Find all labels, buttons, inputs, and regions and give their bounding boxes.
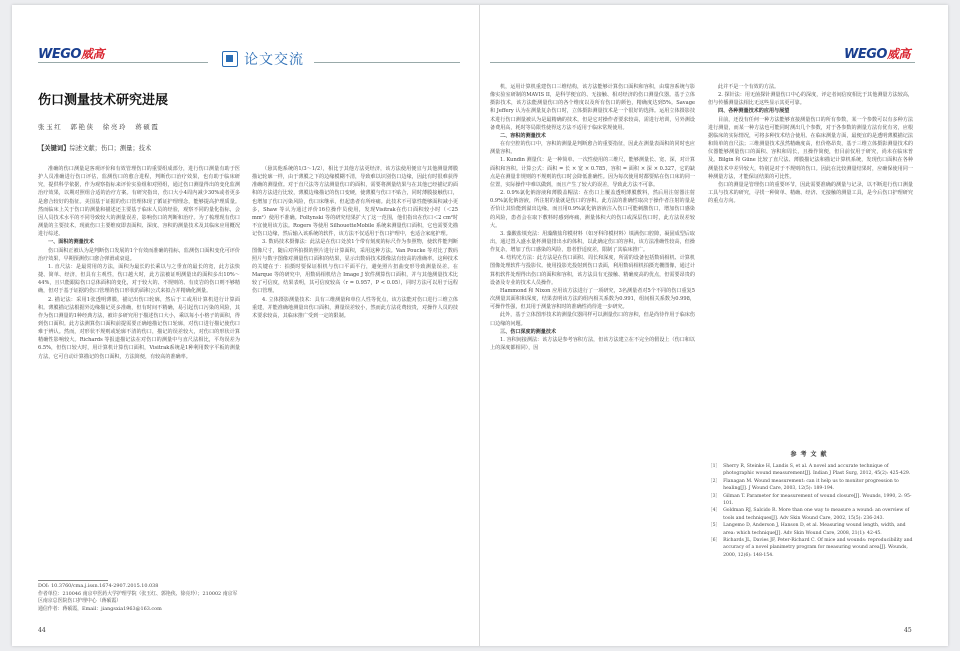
- body-column: [708, 83, 913, 439]
- wego-logo: WEGO威高: [844, 47, 910, 62]
- reference-text: Richards JL, Davies JF, Peter-Richard C. Of mice and wounds: reproducibility and accuracy of a novel planimetry program for measuring wound area[J]. Wounds, 2000, 12(6): 148-154.: [723, 538, 913, 558]
- paragraph: 2. 描记法：采用1张透明薄膜，描记出伤口轮廓，然后于工或用计算机进行计算面积。薄膜描记法根据外边缘描记更多准确，但有时间不精确，易引起伤口污染的风险，其作为伤口测量的1种经典方法，被许多研究用于描述伤口大小，乘以每小小格子的面积，得到伤口面积。此方法测算伤口面积前提需要正确地描记伤口轮廓，对伤口进行描记使伤口难于辨认。然而，对形状不规则或轮廓不清的伤口，描记的误差较大，对伤口的形状计算精确性影响较大。Richards 等报道描记法在对伤口的测量中与直尺法相比，平均误差为6.5%，但伤口较大时，用计算机计算伤口面积，Visitrak系统是1种利用数字平板的测量方法，它可自动计算描记的伤口面积，方法简便，有较高的准确率。: [38, 296, 240, 360]
- article-keywords: 【关键词】综述文献；伤口；测量；技术: [38, 145, 152, 152]
- body-column: [252, 165, 458, 617]
- page-number: 44: [38, 627, 46, 634]
- article-authors: 张玉红 郭艳侠 徐亮玲 蒋硕霞: [38, 123, 160, 131]
- reference-number: ［3］: [708, 493, 721, 499]
- paragraph: 2. 0.9%氯化钠溶液和薄膜盖帽法：在伤口上覆盖透明薄膜敷料，然后用注射器注射0.9%氯化钠溶液，所注射的量就是伤口的容积。此方法的准确性取决于操作者注射的量是否恰让其恰能到溢出边缘，而且用0.9%氯化钠溶液注入伤口可能刺激伤口，增加伤口感染的风险，患者会在取下敷料时感到疼痛，测量体积大的伤口或深层伤口时，此方法误差较大。: [490, 190, 695, 229]
- paragraph: 1. 容积间接测法：该方法是参考容积方法，但该方法建立在不完全的假设上（伤口和以上的深度都相同），因: [490, 336, 695, 351]
- reference-item: [708, 493, 913, 508]
- reference-text: Gilman T. Parameter for measurement of wound closure[J]. Wounds, 1990, 2: 95-101.: [723, 493, 912, 507]
- article-title: 伤口测量技术研究进展: [38, 93, 169, 108]
- reference-item: [708, 463, 913, 478]
- right-page: [480, 5, 948, 646]
- reference-number: ［4］: [708, 508, 721, 514]
- footnote-line: DOI: 10.3760/cma.j.issn.1674-2907.2015.10.038: [38, 583, 159, 589]
- reference-text: Sherry R, Steinke H, Landis S, et al. A novel and accurate technique of photographic wound measurement[J]. Indian J Plast Surg, 2012, 45(2): 425-429.: [723, 464, 911, 477]
- reference-number: ［5］: [708, 523, 721, 529]
- paragraph: 此外，基于立体图形技术的测量仪器同样可以测量伤口的容积，但是尚待作用于临床伤口边缘的问题。: [490, 312, 695, 327]
- reference-item: [708, 537, 913, 559]
- section-heading: 二、容积的测量技术: [500, 132, 546, 139]
- references-title: 参考文献: [790, 451, 831, 458]
- paragraph: 机，运用计算机重建伤口三维结构，该方法能够计算伤口面积和容积，由瑞容系统与影像实验室研制的MAVIS II，是科学便宜的、无接触、相对经济的伤口测量仪器。基于立体摄影技术，该方法能测量伤口的各个维度以及所有伤口的颜色，精确度达到5%。Savage 和 Jeffery 认为在测量复杂伤口时，立体摄影测量技术是一个很好的选择。运用立体摄影技术进行伤口测量被认为是最精确的技术，但是它对操作者要求较高，需进行培训，另外测设备费用高，耗时等局限性使得这方法不适用于临床常规使用。: [490, 84, 695, 131]
- reference-item: [708, 507, 913, 522]
- section-heading: 一、面积的测量技术: [48, 239, 94, 246]
- paragraph: 4. 结构光方法：此方法是在伤口面积、周长和深度，所需的设备包括数码相机、计算机图像处理软件与投影仪。使用投影光投射到伤口表面，利用数码相机拍摄光栅图像，通过计算机软件处理得出伤口的面积和容积，该方法具有无接触、精确度高的优点，但需要昂贵的设备及专业的技术人员操作。: [490, 255, 695, 286]
- paragraph: 伤口面积正被认为是判断伤口发展的1个有效而准确的指标，监测伤口面积变化可评价治疗效果，早期预测伤口愈合弹滑或衰退。: [38, 247, 240, 262]
- reference-text: Langemo D, Anderson J, Hanson D, et al. Measuring wound length, width, and area: which technique[J]. Adv Skin Wound Care, 2008, 21(1): 42-45.: [723, 523, 906, 536]
- body-column: [490, 83, 695, 619]
- paragraph: 3. 数码技术摄像法：此法是在伤口处放1个带有刻度的标尺作为参照物，使软件能判断图像尺寸，随后对所拍摄的照片进行计算面积，采用这种方法。Van Poucke 等对比了数码照片与数字图像对测量伤口面积的结果，显示出数码技术摄像法有较高的准确率。这种技术的关键在于：拍摄时要保证相机与伤口平面平行，避免照片扭曲变形导致测量误差。在Marque 等的研究中，用数码相机结合 Image J 软件测算伤口面积，并与其他测量技术比较了可信度，结果表明，其可信度较高（r = 0.957，P < 0.05），同时方法可以用于远程伤口管理。: [252, 239, 458, 295]
- reference-item: [708, 522, 913, 537]
- footnote-line: 通信作者：蒋硕霞，Email：jiangsxia1963@163.com: [38, 605, 162, 612]
- section-heading: 三、伤口深度的测量技术: [500, 328, 557, 335]
- paragraph: Hammond 和 Nixon 应用该方法进行了一项研究，3名测量者对5个不同的伤口重复5次测量其面积和深度，结果表明该方法的组内相关系数为0.991，组间相关系数为0.998，可操作性强，但其用于测量容积时的准确性尚待进一步研究。: [490, 287, 695, 311]
- reference-text: Flanagan M. Wound measurement: can it help us to monitor progression to healing[J]. J Wound Care, 2003, 12(5): 189-194.: [723, 478, 899, 492]
- paragraph: 4. 立体摄影测量技术：具有三维测量和单位人性等优点，该方法能对伤口进行三维立体重建，并能准确地测量出伤口面积，测量误差较小，然而此方法花费较贵，对操作人员的技术要求较高，其临床推广受到一定的限制。: [252, 296, 458, 319]
- header-rule: [314, 62, 460, 63]
- wego-logo: WEGO威高: [38, 47, 104, 62]
- body-column: [38, 165, 240, 577]
- header-rule: [490, 62, 915, 63]
- reference-number: ［1］: [708, 464, 721, 469]
- header-rule: [38, 62, 208, 63]
- section-heading: 四、各种测量技术的应用与展望: [718, 108, 790, 115]
- paragraph: 在有空腔的伤口中，容积的测量是判断愈合的重要指征，因此在测量表面积的同时也应测量容积。: [490, 141, 695, 156]
- paragraph: 目前，还没有任何一种方法能够直接测量伤口的所有参数，某一个参数可以有多种方法进行测量，而某一种方法也可能同时测出几个参数，对于各参数的测量方法有优有劣，应根据临床的实际情况，可将多种技术结合使用。在临床测量方面，最便宜的是透明薄膜描记法和简单的直尺法；三维测量技术虽然精确度高，但价格昂贵，基于三维立体摄影测量技术的仪器能够测量伤口的面积、容积和周长，且操作简便，但目前仅用于研究，尚未在临床普及。Bilgin 和 Güne 比较了直尺法、薄膜描记法和描记计算机系统，发现伤口面积在各种测量技术中差异较大，特别是对于不规则的伤口。因此在比较测量结果时，应确保使用同一种测量方法，才能保证结果的可比性。: [708, 116, 913, 180]
- paragraph: 2. 探针法：用无菌探针测量伤口中心的深度，评定者间信度相比于其他测量方法较高，但与传播测量法相比无这些显示其更可靠。: [708, 92, 913, 107]
- footnote-rule: [38, 580, 108, 581]
- column-icon: [222, 51, 238, 67]
- column-label: 论文交流: [222, 49, 304, 69]
- page-number: 45: [904, 627, 912, 634]
- footnote-line: 作者单位：210046 南京中医药大学护理学院（张玉红、郭艳侠、徐亮玲）；210002 南京军区南京总医院伤口护理中心（蒋硕霞）: [38, 590, 238, 605]
- paragraph: 3. 藻酸盐填充法：用藻酸盐印模材料（如牙科印模材料）填满伤口腔隙，凝固成型后取出，通过置入盛水量杯测量排出水的体积，以此确定伤口的容积，该方法准确性较高，但操作复杂，增加了伤口感染的风险，患者舒适度差，限制了其临床推广。: [490, 230, 695, 254]
- paragraph: 此并不是一个有效的方法。: [718, 84, 780, 90]
- reference-item: [708, 478, 913, 493]
- paragraph: 准确的伤口测量是客观评价和有效管理伤口的重要组成部分，进行伤口测量有助于医护人员准确进行伤口评估，监测伤口的愈合进程，判断伤口治疗效果，也有助于临床研究，提供科学依据，作为观察指标来评价实验组和对照组，通过伤口测量得出的变化监测治疗效果，以期对照组合适的治疗方案。有研究指出，伤口大小4周内减少30%或者更多是愈合较好的指征。美国基于证据的伤口管理体现了循证护理理念，能够提高护理质量。然而临床上关于伤口的测量和描述还主要基于临床人员的经验，观察不同的量化指标，会因人员技术水平的不同导致较大的测量误差，影响伤口的判断和治疗。为了梳理现有伤口测量的主要技术，现就伤口主要维度即表面积、深度、容积的测量技术及其临床应用概况进行综述。: [38, 166, 240, 238]
- journal-spread: [12, 5, 948, 646]
- paragraph: 1. Kundin 测量仪：是一种简单、一次性使用的三维尺，能够测量长、宽、深，对计算面积和容积。计算公式：面积 = 长 × 宽 × 0.785，容积 = 面积 × 深 × 0.327，它的缺点是在测量非规则的不规则的伤口时会降低准确性。因为每次使用时都要贴在伤口床的同一位置，实际操作中难以做到，而且产生了较大的误差，导致此方法不可靠。: [490, 157, 695, 188]
- references-list: [708, 463, 913, 559]
- paragraph: 伤口的测量是管理伤口的重要环节，因此需要准确的测量与记录，以不断进行伤口测量工具与技术的研究，寻找一种简单、精确、经济、无接触的测量工具，是今后伤口护理研究的重点方向。: [708, 181, 913, 205]
- reference-number: ［2］: [708, 478, 721, 484]
- reference-number: ［6］: [708, 538, 721, 544]
- paragraph: （悬其他系统的1/3～1/2），相比于其他方法更经济，该方法使用便宜与其他测量薄膜描记轮廓一样，由于薄膜之下的边缘模糊不清，导致难以识别伤口边缘，因此有时很难获得准确的测量值。对于直尺法等方法测量伤口的面积，需要将测量结果与在其他已经描记的面积的方法进行比较，薄膜边缘描记的伤口变硬，使薄膜与伤口不贴合，同时薄膜接触伤口，也增加了伤口污染风险，伤口床继承，但起患者有所疼痛。此技术不可靠性能够面积减小更多，Shaw 等认为通过评价16位操作员使用，发现Visitrak在伤口面积较小时（＜25 mm²）使用不准确。Foltynski 等的研究结果扩大了这一范围，他们指出在伤口＜2 cm²时不宜使用该方法。Rogers 等使用 SilhouetteMobile 系统来测量伤口面积，它也需要先描记伤口边缘，然后输入该系统的软件，该方法不仅适用于伤口护理中，也适合家庭护理。: [252, 166, 458, 238]
- left-page: [12, 5, 480, 646]
- reference-text: Goldman RJ, Salcido R. More than one way to measure a wound: an overview of tools and techniques[J]. Adv Skin Wound Care, 2002, 15(5): 236-243.: [723, 508, 910, 521]
- paragraph: 1. 直尺法：是最常用的方法，面积为最长的长乘以与之垂直的最长的宽，此方法快捷、简单、经济，但具有主观性，伤口越大时，此方法被证明测量出的面积多出10%～44%，且只能跟踪伤口总体面积的变化，对于较大的、不规则的、有皮岩的伤口则不够精确，但对于基于证据的伤口管理的伤口形状的面积公式来拟合并精确化测量。: [38, 263, 240, 295]
- footnote: [38, 583, 240, 613]
